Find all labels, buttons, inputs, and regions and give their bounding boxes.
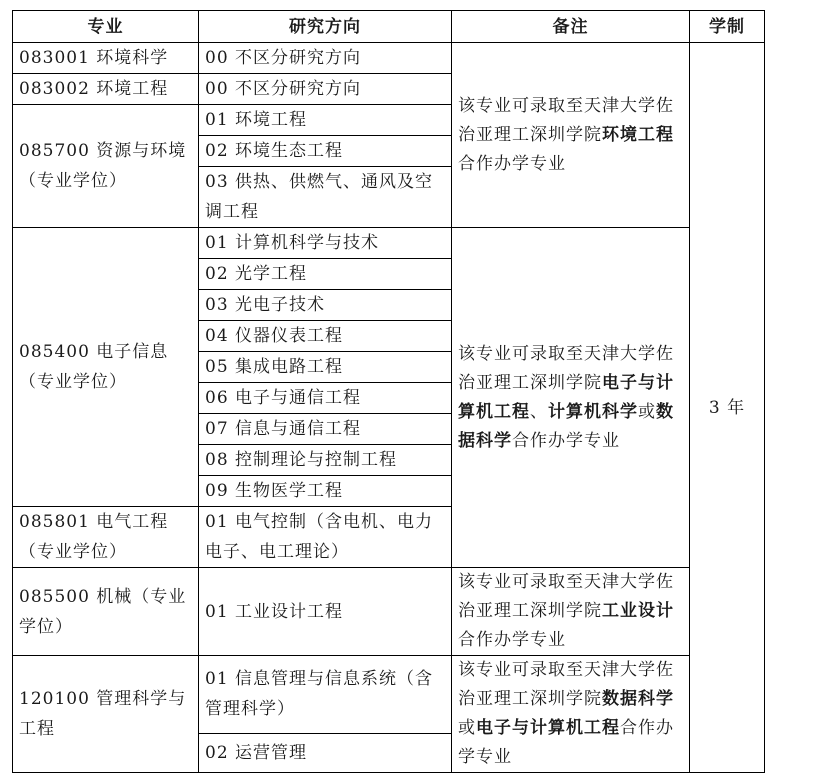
remark-bold: 数据科学 xyxy=(602,689,674,709)
remark-bold: 电子与计算机工程 xyxy=(476,718,620,738)
direction-cell: 04 仪器仪表工程 xyxy=(199,321,452,352)
remark-text: 该专业可录取至天津大学佐治亚理工深圳学院 xyxy=(458,95,674,145)
direction-cell: 02 光学工程 xyxy=(199,259,452,290)
direction-cell: 09 生物医学工程 xyxy=(199,476,452,507)
duration-cell: 3 年 xyxy=(690,43,765,773)
remark-cell xyxy=(452,568,690,656)
direction-cell: 03 光电子技术 xyxy=(199,290,452,321)
direction-cell: 01 电气控制（含电机、电力电子、电工理论） xyxy=(199,507,452,568)
direction-cell: 07 信息与通信工程 xyxy=(199,414,452,445)
direction-cell: 02 运营管理 xyxy=(199,733,452,772)
table-row xyxy=(13,656,765,734)
header-row xyxy=(13,11,765,43)
direction-cell: 03 供热、供燃气、通风及空调工程 xyxy=(199,167,452,228)
remark-text: 该专业可录取至天津大学佐治亚理工深圳学院 xyxy=(458,343,674,393)
remark-text: 合作办学专业 xyxy=(458,718,674,767)
direction-cell: 01 环境工程 xyxy=(199,105,452,136)
remark-text: 合作办学专业 xyxy=(458,630,566,650)
header-direction: 研究方向 xyxy=(199,11,452,43)
major-cell: 083001 环境科学 xyxy=(13,43,199,74)
remark-bold: 工业设计 xyxy=(602,601,674,621)
table-row xyxy=(13,228,765,259)
major-cell: 085801 电气工程（专业学位） xyxy=(13,507,199,568)
programs-table xyxy=(12,10,765,773)
direction-cell: 01 信息管理与信息系统（含管理科学） xyxy=(199,656,452,734)
major-cell: 085500 机械（专业学位） xyxy=(13,568,199,656)
major-cell: 083002 环境工程 xyxy=(13,74,199,105)
header-remark: 备注 xyxy=(452,11,690,43)
direction-cell: 02 环境生态工程 xyxy=(199,136,452,167)
remark-cell xyxy=(452,228,690,568)
direction-cell: 06 电子与通信工程 xyxy=(199,383,452,414)
remark-text: 或 xyxy=(458,718,476,738)
remark-text: 该专业可录取至天津大学佐治亚理工深圳学院 xyxy=(458,660,674,709)
header-duration: 学制 xyxy=(690,11,765,43)
remark-bold: 电子与计算机工程 xyxy=(458,372,674,422)
remark-text: 合作办学专业 xyxy=(512,430,620,451)
direction-cell: 01 计算机科学与技术 xyxy=(199,228,452,259)
direction-cell: 08 控制理论与控制工程 xyxy=(199,445,452,476)
remark-text: 该专业可录取至天津大学佐治亚理工深圳学院 xyxy=(458,572,674,621)
remark-text: 合作办学专业 xyxy=(458,153,566,174)
header-major: 专业 xyxy=(13,11,199,43)
direction-cell: 05 集成电路工程 xyxy=(199,352,452,383)
table-row xyxy=(13,568,765,656)
remark-cell xyxy=(452,656,690,773)
remark-text: 或 xyxy=(638,401,656,422)
direction-cell: 01 工业设计工程 xyxy=(199,568,452,656)
remark-bold: 计算机科学 xyxy=(548,401,638,422)
direction-cell: 00 不区分研究方向 xyxy=(199,74,452,105)
major-cell: 085400 电子信息（专业学位） xyxy=(13,228,199,507)
remark-bold: 环境工程 xyxy=(602,124,674,145)
remark-cell xyxy=(452,43,690,228)
major-cell: 120100 管理科学与工程 xyxy=(13,656,199,773)
direction-cell: 00 不区分研究方向 xyxy=(199,43,452,74)
major-cell: 085700 资源与环境（专业学位） xyxy=(13,105,199,228)
remark-bold: 数据科学 xyxy=(458,401,674,451)
remark-text: 、 xyxy=(530,401,548,422)
table-row xyxy=(13,43,765,74)
